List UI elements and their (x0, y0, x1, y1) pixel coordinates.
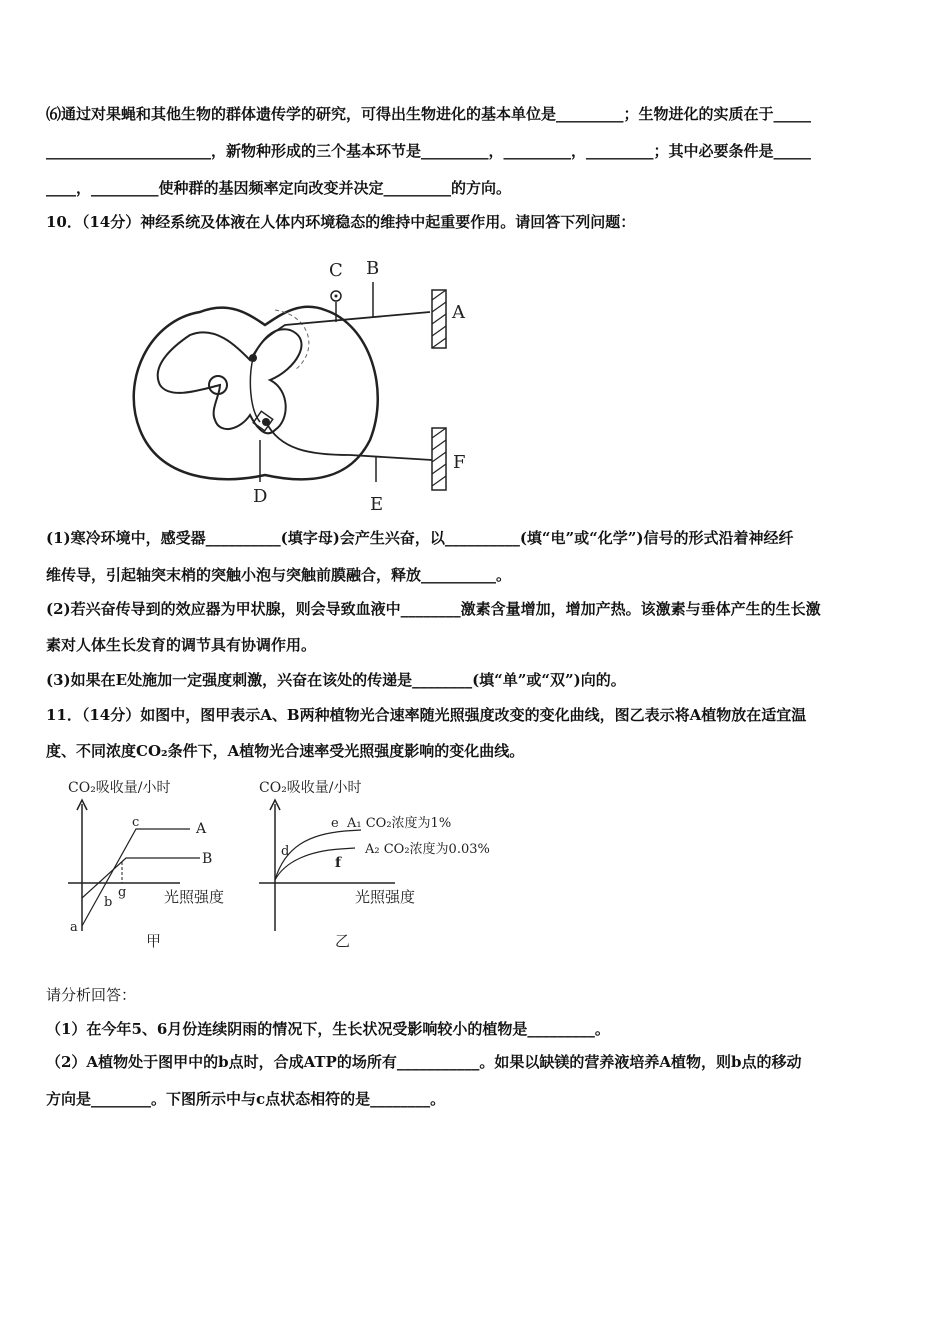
q10-p1-line-1: (1)寒冷环境中，感受器__________(填字母)会产生兴奋，以__________(填“电”或“化学”)信号的形式沿着神经纤 (46, 529, 794, 547)
q11-answer-2-line-2: 方向是________。下图所示中与c点状态相符的是________。 (46, 1090, 446, 1108)
jia-point-g: g (118, 885, 127, 900)
q9-line-3: ____，_________使种群的基因频率定向改变并决定_________的方向。 (46, 179, 512, 197)
spinal-cord-outline (134, 307, 378, 480)
grey-matter (158, 329, 302, 433)
label-a: A (452, 302, 465, 323)
yi-point-e: e (331, 816, 339, 831)
q11-answer-2-line-1: （2）A植物处于图甲中的b点时，合成ATP的场所有___________。如果以缺镁的营养液培养A植物，则b点的移动 (46, 1053, 802, 1071)
q10-p3: (3)如果在E处施加一定强度刺激，兴奋在该处的传递是________(填“单”或“双”)向的。 (46, 671, 626, 689)
jia-caption: 甲 (146, 932, 162, 950)
jia-label-a: A (196, 821, 207, 837)
q11-answer-1: （1）在今年5、6月份连续阴雨的情况下，生长状况受影响较小的植物是_________。 (46, 1020, 610, 1038)
jia-point-c: c (132, 815, 140, 830)
jia-label-b: B (202, 851, 213, 867)
q10-stem: 10．（14分）神经系统及体液在人体内环境稳态的维持中起重要作用。请回答下列问题： (46, 213, 636, 231)
yi-legend-a2: A₂ CO₂浓度为0.03% (365, 842, 490, 857)
yi-legend-a1: A₁ CO₂浓度为1% (347, 816, 452, 831)
q11-stem-line-2: 度、不同浓度CO₂条件下，A植物光合速率受光照强度影响的变化曲线。 (46, 742, 525, 760)
q11-intro: 请分析回答： (46, 986, 137, 1004)
q10-p1-line-2: 维传导，引起轴突末梢的突触小泡与突触前膜融合，释放__________。 (46, 566, 512, 584)
q9-line-2: ______________________，新物种形成的三个基本环节是_________，_________，_________；其中必要条件是_____ (46, 142, 812, 160)
q9-line-1: ⑹通过对果蝇和其他生物的群体遗传学的研究，可得出生物进化的基本单位是_________；生物进化的实质在于_____ (46, 105, 812, 123)
label-c: C (329, 260, 343, 281)
jia-point-a: a (70, 920, 78, 935)
yi-ylabel: CO₂吸收量/小时 (259, 780, 362, 796)
label-b: B (366, 258, 380, 279)
q11-stem-line-1: 11．（14分）如图中，图甲表示A、B两种植物光合速率随光照强度改变的变化曲线，图乙表示将A植物放在适宜温 (46, 706, 807, 724)
yi-point-f: f (335, 855, 342, 871)
yi-caption: 乙 (335, 932, 351, 950)
jia-ylabel: CO₂吸收量/小时 (68, 780, 171, 796)
yi-xlabel: 光照强度 (355, 888, 416, 906)
q10-p2-line-2: 素对人体生长发育的调节具有协调作用。 (46, 636, 317, 654)
reflex-arc-figure (120, 250, 480, 520)
figure-jia (60, 776, 260, 956)
jia-curve-a (82, 829, 190, 926)
figure-yi (255, 776, 535, 956)
jia-point-b: b (104, 895, 113, 910)
jia-xlabel: 光照强度 (164, 888, 225, 906)
q10-p2-line-1: (2)若兴奋传导到的效应器为甲状腺，则会导致血液中________激素含量增加，增加产热。该激素与垂体产生的生长激 (46, 600, 821, 618)
label-f: F (453, 452, 466, 473)
yi-point-d: d (281, 844, 290, 859)
label-d: D (253, 486, 268, 507)
label-e: E (370, 494, 384, 515)
